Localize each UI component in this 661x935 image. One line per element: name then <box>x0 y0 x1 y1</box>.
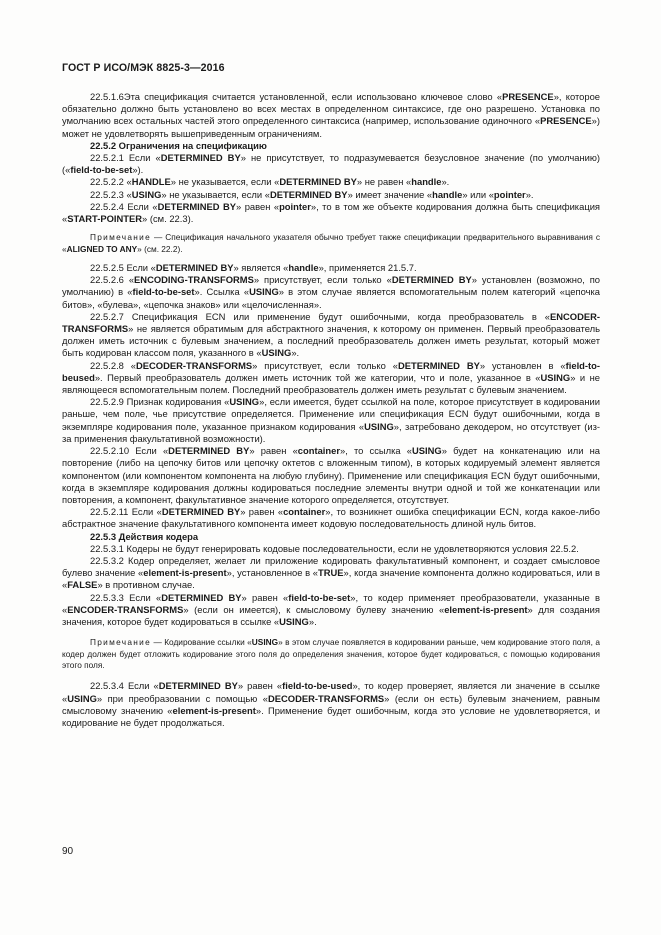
keyword: pointer <box>279 200 311 212</box>
text-run: » присутствует, если только « <box>253 274 392 286</box>
text-run: », затребовано декодером, но отсутствует (из-за применения факультативной возможности). <box>62 420 600 444</box>
text-run: ». <box>308 615 317 627</box>
text-run: ». <box>525 188 534 200</box>
document-header: ГОСТ Р ИСО/МЭК 8825-3—2016 <box>62 62 225 74</box>
clause-22-5-2-4 <box>62 201 600 225</box>
keyword: ENCODER-TRANSFORMS <box>67 603 184 615</box>
text-run: » (см. 22.2). <box>137 243 183 254</box>
text-run: — Спецификация начального указателя обычно требует также спецификации предварительного выравнивания с « <box>62 232 600 254</box>
text-run: » для создания значения, которое будет кодироваться в ссылке « <box>62 603 600 627</box>
keyword: DETERMINED BY <box>391 274 472 286</box>
keyword: element-is-present <box>172 704 256 716</box>
text-run: » не указывается, если « <box>170 176 280 188</box>
text-run: », применяется 21.5.7. <box>318 262 417 274</box>
keyword: USING <box>412 445 442 457</box>
keyword: HANDLE <box>131 176 171 188</box>
keyword: USING <box>229 396 260 408</box>
keyword: DETERMINED BY <box>168 445 250 457</box>
clause-22-5-2-9 <box>62 396 600 445</box>
keyword: USING <box>279 615 309 627</box>
text-run: » равен « <box>237 680 283 692</box>
keyword: container <box>297 445 340 457</box>
text-run: » (если он имеется), к смысловому булеву значению « <box>183 603 445 615</box>
keyword: USING <box>251 637 279 648</box>
keyword: USING <box>364 420 394 432</box>
keyword: DETERMINED BY <box>161 506 241 518</box>
keyword: DETERMINED BY <box>269 188 348 200</box>
page-number: 90 <box>62 846 74 857</box>
text-run: », то ссылка « <box>339 445 412 457</box>
keyword: PRESENCE <box>502 91 554 102</box>
text-run: », то в том же объекте кодирования должна быть спецификация « <box>62 200 601 225</box>
keyword: USING <box>261 347 292 359</box>
heading-22-5-3: 22.5.3 Действия кодера <box>90 530 199 542</box>
note-label: Примечание <box>90 637 152 648</box>
text-run: » не является обратимым для абстрактного значения, к которому он применен. Первый преобразователь должен иметь источник с булевым значением, а последний преобразователь должен иметь результат, который может быть кодирован классом поля, указанного в « <box>62 323 600 359</box>
keyword: DETERMINED BY <box>160 152 241 164</box>
text-run: 22.5.3.2 Кодер определяет, желает ли приложение кодировать факультативный компонент, и создает смысловое булево значение « <box>62 554 600 579</box>
keyword: field-to-beused <box>62 359 601 383</box>
text-run: » (если он есть) булевым значением, равным смысловому значению « <box>62 692 600 716</box>
text-run: »). <box>132 164 144 176</box>
keyword: DETERMINED BY <box>161 591 242 603</box>
keyword: PRESENCE <box>540 115 592 127</box>
keyword: handle <box>288 262 319 274</box>
text-run: 22.5.2.2 « <box>90 176 132 188</box>
keyword: DETERMINED BY <box>155 262 234 274</box>
text-run: » равен « <box>236 200 280 212</box>
text-run: » не равен « <box>356 176 412 188</box>
text-run: », установленное в « <box>226 567 319 579</box>
text-run: 22.5.2.4 Если « <box>90 200 158 212</box>
text-run: » и не являющееся вспомогательным полем. Последний преобразователь должен иметь результат с булевым значением. <box>62 371 600 396</box>
keyword: TRUE <box>318 567 344 579</box>
keyword: DETERMINED BY <box>397 359 480 371</box>
text-run: » установлен (возможно, по умолчанию) в « <box>62 274 601 298</box>
keyword: container <box>283 506 326 518</box>
clause-22-5-2-11 <box>62 506 600 530</box>
note-using-encoding <box>62 637 600 671</box>
clause-22-5-2-8 <box>62 360 600 397</box>
text-run: », то кодер проверяет, является ли значение в ссылке « <box>62 680 600 704</box>
clause-22-5-3-4 <box>62 680 600 729</box>
text-run: » присутствует, если только « <box>252 359 398 371</box>
note-label: Примечание <box>90 232 152 243</box>
keyword: field-to-be-used <box>282 680 353 692</box>
keyword: DETERMINED BY <box>279 176 357 188</box>
text-run: 22.5.2.9 Признак кодирования « <box>90 396 230 408</box>
text-run: » в этом случае является вспомогательным полем категорий «цепочка битов», «булева», «цепочка знаков» или «целочисленная». <box>62 286 600 310</box>
text-run: 22.5.3.3 Если « <box>90 591 162 603</box>
text-run: ». <box>441 176 450 188</box>
keyword: handle <box>432 188 463 200</box>
keyword: FALSE <box>67 579 98 591</box>
clause-22-5-2-6 <box>62 274 600 311</box>
keyword: element-is-present <box>143 567 227 579</box>
text-run: 22.5.2.8 « <box>90 359 136 371</box>
text-run: » имеет значение « <box>347 188 433 200</box>
text-run: 22.5.3.4 Если « <box>90 680 159 692</box>
clause-22-5-3-1 <box>62 543 600 555</box>
keyword: USING <box>249 286 279 298</box>
text-run: ». <box>291 347 300 359</box>
text-run: ». Ссылка « <box>194 286 250 298</box>
text-run: ». Первый преобразователь должен иметь источник той же категории, что и поле, указанное в « <box>94 371 541 383</box>
keyword: handle <box>411 176 442 188</box>
text-run: », которое обязательно должно быть установлено во всех местах в определенном синтаксисе, где оно разрешено. Установка по умолчанию всех остальных частей этого определенного синтаксиса (например, использование одиночного « <box>62 91 601 127</box>
text-run: » в противном случае. <box>97 579 195 591</box>
main-text <box>62 91 600 729</box>
text-run: » установлен в « <box>479 359 566 371</box>
keyword: field-to-be-set <box>70 164 133 176</box>
keyword: USING <box>67 692 97 704</box>
clause-22-5-1-6 <box>62 91 600 140</box>
text-run: », то кодер применяет преобразователи, указанные в « <box>62 591 600 615</box>
text-run: » не указывается, если « <box>161 188 270 200</box>
clause-22-5-3-3 <box>62 592 600 629</box>
keyword: pointer <box>493 188 526 200</box>
text-run: 22.5.2.5 Если « <box>90 262 156 274</box>
keyword: START-POINTER <box>67 213 143 225</box>
text-run: », если имеется, будет ссылкой на поле, которое присутствует в кодировании раньше, чем поле, чье присутствие определяется. Применение или спецификация ECN будут ошибочными, когда в экземпляре кодирования поле, указанное признаком кодирования « <box>62 396 601 432</box>
clause-22-5-2-3 <box>62 189 600 201</box>
text-run: — Кодирование ссылки « <box>151 637 252 648</box>
text-run: 22.5.2.7 Спецификация ECN или применение будут ошибочными, когда преобразователь в « <box>90 310 550 322</box>
text-run: 22.5.2.10 Если « <box>90 445 169 457</box>
keyword: field-to-be-set <box>288 591 351 603</box>
keyword: USING <box>540 371 571 383</box>
text-run: » в этом случае появляется в кодировании раньше, чем кодирование этого поля, а кодер должен будет отложить кодирование этого поля до определения значения, которое будет кодироваться, с помощью кодирования этого поля. <box>62 637 600 670</box>
keyword: DECODER-TRANSFORMS <box>268 692 385 704</box>
text-run: » равен « <box>249 445 298 457</box>
text-run: 22.5.2.1 Если « <box>90 152 161 164</box>
keyword: DETERMINED BY <box>157 200 237 212</box>
text-run: » при преобразовании с помощью « <box>96 692 269 704</box>
text-run: ») может не удовлетворять вышеприведенным ограничениям. <box>62 115 600 139</box>
text-run: » или « <box>462 188 494 200</box>
clause-22-5-2-5 <box>62 262 600 274</box>
text-run: », когда значение компонента должно кодироваться, или в « <box>62 567 600 591</box>
text-run: » будет на конкатенацию или на повторение (либо на цепочку битов или цепочку октетов с вложенным типом), в которых кодируемый элемент является компонентом (или компонентом компонента на любую глубину). Применение или спецификация ECN будут ошибочными, когда в экземпляре кодирования должны кодироваться последние элементы внутри одной и той же конкатенации или повторения, а компонент, факультативное значение которого определяется, отсутствует. <box>62 445 600 505</box>
text-run: 22.5.2.3 « <box>90 188 132 200</box>
text-run: ». Применение будет ошибочным, когда это условие не удовлетворяется, и кодирование не будет продолжаться. <box>62 704 600 728</box>
keyword: element-is-present <box>444 603 528 615</box>
text-run: 22.5.2.6 « <box>90 274 135 286</box>
keyword: DECODER-TRANSFORMS <box>136 359 253 371</box>
text-run: », то возникнет ошибка спецификации ECN, когда какое-либо абстрактное значение факультативного компонента имеет кодовую последовательность длиной нуль битов. <box>62 506 600 530</box>
clause-22-5-2-10 <box>62 445 600 506</box>
keyword: USING <box>131 188 162 200</box>
clause-22-5-3-2 <box>62 555 600 592</box>
note-start-pointer <box>62 232 600 255</box>
text-run: » равен « <box>241 591 289 603</box>
keyword: ALIGNED TO ANY <box>66 243 138 254</box>
keyword: field-to-be-set <box>132 286 195 298</box>
text-run: 22.5.1.6Эта спецификация считается установленной, если использовано ключевое слово « <box>90 91 503 102</box>
clause-22-5-2-1 <box>62 152 600 176</box>
keyword: ENCODING-TRANSFORMS <box>134 274 254 286</box>
text-run: » является « <box>233 262 289 274</box>
clause-22-5-2-2 <box>62 176 600 188</box>
keyword: DETERMINED BY <box>158 680 238 692</box>
text-run: 22.5.2.11 Если « <box>90 506 162 518</box>
text-run: » (см. 22.3). <box>142 213 194 225</box>
text-run: 22.5.3.1 Кодеры не будут генерировать кодовые последовательности, если не удовлетворяются условия 22.5.2. <box>90 542 579 554</box>
heading-22-5-2: 22.5.2 Ограничения на спецификацию <box>90 139 267 151</box>
text-run: » равен « <box>240 506 284 518</box>
text-run: » не присутствует, то подразумевается безусловное значение (по умолчанию) (« <box>62 152 601 176</box>
clause-22-5-2-7 <box>62 311 600 360</box>
keyword: ENCODER-TRANSFORMS <box>62 310 600 335</box>
